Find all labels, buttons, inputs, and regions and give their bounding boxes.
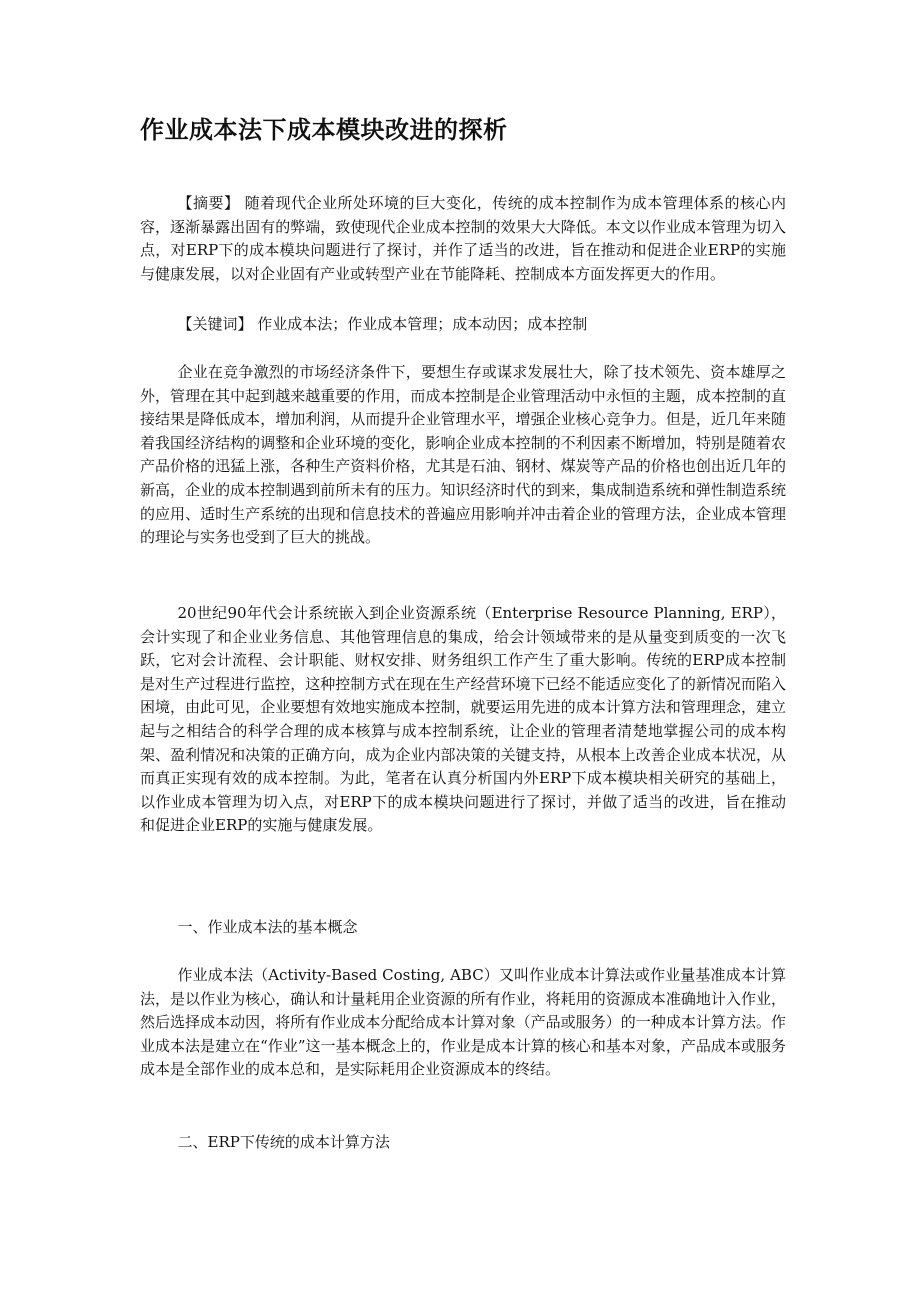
keywords-paragraph: [140, 313, 786, 337]
keywords-label: 【关键词】: [177, 315, 253, 333]
section-heading-1: 一、作业成本法的基本概念: [177, 918, 358, 936]
abstract-label: 【摘要】: [177, 194, 240, 212]
section1-paragraph: 作业成本法（Activity-Based Costing, ABC）又叫作业成本计算法或作业量基准成本计算法，是以作业为核心，确认和计量耗用企业资源的所有作业，将耗用的资源成本准确地计入作业，然后选择成本动因，将所有作业成本分配给成本计算对象（产品或服务）的一种成本计算方法。作业成本法是建立在“作业”这一基本概念上的，作业是成本计算的核心和基本对象，产品成本或服务成本是全部作业的成本总和，是实际耗用企业资源成本的终结。: [140, 966, 786, 1079]
abstract-paragraph: [140, 192, 786, 286]
document-title: 作业成本法下成本模块改进的探析: [140, 116, 508, 144]
body-paragraph-1: 企业在竞争激烈的市场经济条件下，要想生存或谋求发展壮大，除了技术领先、资本雄厚之外，管理在其中起到越来越重要的作用，而成本控制是企业管理活动中永恒的主题，成本控制的直接结果是降低成本，增加利润，从而提升企业管理水平，增强企业核心竞争力。但是，近几年来随着我国经济结构的调整和企业环境的变化，影响企业成本控制的不利因素不断增加，特别是随着农产品价格的迅猛上涨，各种生产资料价格，尤其是石油、钢材、煤炭等产品的价格也创出近几年的新高，企业的成本控制遇到前所未有的压力。知识经济时代的到来，集成制造系统和弹性制造系统的应用、适时生产系统的出现和信息技术的普遍应用影响并冲击着企业的管理方法，企业成本管理的理论与实务也受到了巨大的挑战。: [140, 363, 786, 547]
section-heading-2: 二、ERP下传统的成本计算方法: [177, 1133, 390, 1151]
body-paragraph-2: 20世纪90年代会计系统嵌入到企业资源系统（Enterprise Resource Planning, ERP），会计实现了和企业业务信息、其他管理信息的集成，给会计领域带来的是从量变到质变的一次飞跃，它对会计流程、会计职能、财权安排、财务组织工作产生了重大影响。传统的ERP成本控制是对生产过程进行监控，这种控制方式在现在生产经营环境下已经不能适应变化了的新情况而陷入困境，由此可见，企业要想有效地实施成本控制，就要运用先进的成本计算方法和管理理念，建立起与之相结合的科学合理的成本核算与成本控制系统，让企业的管理者清楚地掌握公司的成本构架、盈利情况和决策的正确方向，成为企业内部决策的关键支持，从根本上改善企业成本状况，从而真正实现有效的成本控制。为此，笔者在认真分析国内外ERP下成本模块相关研究的基础上，以作业成本管理为切入点，对ERP下的成本模块问题进行了探讨，并做了适当的改进，旨在推动和促进企业ERP的实施与健康发展。: [140, 604, 786, 835]
abstract-text: 随着现代企业所处环境的巨大变化，传统的成本控制作为成本管理体系的核心内容，逐渐暴露出固有的弊端，致使现代企业成本控制的效果大大降低。本文以作业成本管理为切入点，对ERP下的成本模块问题进行了探讨，并作了适当的改进，旨在推动和促进企业ERP的实施与健康发展，以对企业固有产业或转型产业在节能降耗、控制成本方面发挥更大的作用。: [140, 194, 786, 283]
keywords-text: 作业成本法；作业成本管理；成本动因；成本控制: [257, 315, 588, 333]
